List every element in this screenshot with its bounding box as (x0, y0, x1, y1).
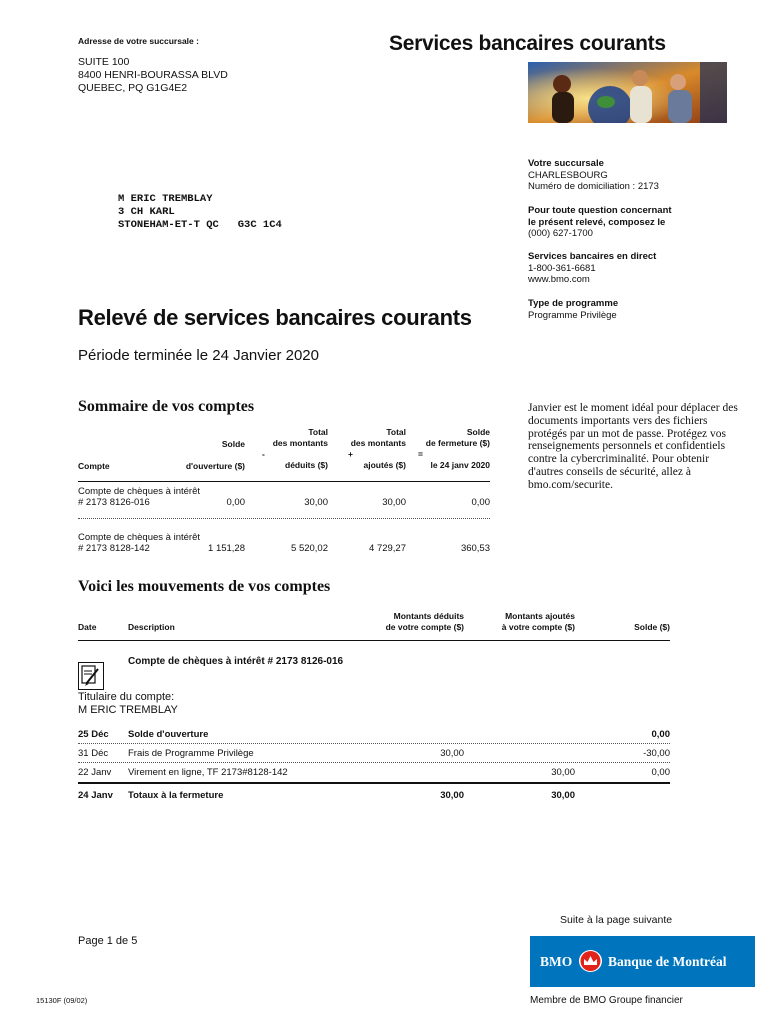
summary-credits-value: 30,00 (382, 497, 406, 508)
movements-header-line: de votre compte ($) (385, 622, 464, 632)
transaction-balance: 0,00 (651, 729, 670, 740)
bank-name: Banque de Montréal (608, 954, 727, 969)
movements-header-date: Date (78, 622, 97, 632)
summary-header-account: Compte (78, 461, 110, 471)
transaction-description: Virement en ligne, TF 2173#8128-142 (128, 767, 288, 778)
transaction-divider (78, 743, 670, 744)
summary-header-operator: - (262, 449, 265, 459)
domicile-number: Numéro de domiciliation : 2173 (528, 181, 659, 192)
summary-header-line: Total (386, 427, 406, 437)
transaction-date: 22 Janv (78, 767, 112, 778)
transaction-balance: -30,00 (643, 748, 670, 759)
direct-banking-website: www.bmo.com (528, 274, 590, 285)
summary-header-credits (330, 427, 406, 471)
bmo-logo-text: BMO (540, 954, 573, 969)
bmo-roundel-icon (579, 950, 602, 972)
transaction-credit: 30,00 (551, 767, 575, 778)
summary-opening-value: 1 151,28 (208, 543, 245, 554)
question-info (528, 205, 672, 240)
customer-address-line: STONEHAM-ET-T QC G3C 1C4 (118, 219, 282, 231)
summary-header-line: déduits ($) (285, 460, 328, 470)
movements-header-line: Montants déduits (393, 611, 464, 621)
summary-account-name: Compte de chèques à intérêt (78, 486, 200, 497)
summary-header-line: de fermeture ($) (425, 438, 490, 448)
customer-address (118, 193, 282, 232)
bmo-logo (530, 936, 755, 987)
summary-header-line: le 24 janv 2020 (430, 460, 490, 470)
summary-header-line: Solde (221, 439, 245, 449)
summary-header-opening (150, 439, 245, 472)
movements-header-credits (470, 611, 575, 633)
totals-date: 24 Janv (78, 790, 113, 801)
statement-period: Période terminée le 24 Janvier 2020 (78, 347, 319, 364)
next-page-notice: Suite à la page suivante (560, 914, 673, 926)
transaction-date: 25 Déc (78, 729, 109, 740)
branch-name: CHARLESBOURG (528, 169, 608, 181)
document-pencil-icon (78, 662, 104, 690)
summary-header-closing (408, 427, 490, 471)
transaction-debit: 30,00 (440, 748, 464, 759)
movements-header-debits (352, 611, 464, 633)
branch-address (78, 56, 228, 95)
header-photo (528, 62, 727, 123)
branch-address-line: 8400 HENRI-BOURASSA BLVD (78, 69, 228, 81)
summary-account-number: # 2173 8126-016 (78, 497, 150, 508)
statement-title: Relevé de services bancaires courants (78, 305, 472, 330)
movements-account-title: Compte de chèques à intérêt # 2173 8126-016 (128, 656, 344, 667)
account-holder-name: M ERIC TREMBLAY (78, 704, 178, 716)
summary-title: Sommaire de vos comptes (78, 398, 255, 415)
direct-banking-info (528, 251, 656, 286)
summary-header-line: ajoutés ($) (363, 460, 406, 470)
question-label-line: le présent relevé, composez le (528, 216, 666, 228)
summary-header-line: d'ouverture ($) (185, 461, 245, 471)
summary-header-line: des montants (272, 438, 328, 448)
program-label: Type de programme (528, 298, 619, 309)
totals-credit: 30,00 (551, 790, 575, 801)
program-info (528, 298, 618, 321)
summary-account-name: Compte de chèques à intérêt (78, 532, 200, 543)
summary-header-debits (250, 427, 328, 471)
summary-closing-value: 0,00 (471, 497, 490, 508)
branch-address-label: Adresse de votre succursale : (78, 36, 199, 46)
summary-header-line: des montants (350, 438, 406, 448)
question-phone: (000) 627-1700 (528, 228, 593, 239)
bmo-group-membership: Membre de BMO Groupe financier (530, 995, 683, 1006)
transaction-description: Solde d'ouverture (128, 729, 209, 740)
customer-address-line: M ERIC TREMBLAY (118, 193, 213, 205)
movements-header-line: à votre compte ($) (501, 622, 575, 632)
summary-row-divider (78, 518, 490, 519)
movements-title: Voici les mouvements de vos comptes (78, 578, 331, 595)
totals-description: Totaux à la fermeture (128, 790, 224, 801)
transaction-description: Frais de Programme Privilège (128, 748, 254, 759)
direct-banking-label: Services bancaires en direct (528, 251, 657, 262)
summary-header-operator: = (418, 449, 423, 459)
account-holder (78, 691, 178, 717)
direct-banking-phone: 1-800-361-6681 (528, 262, 596, 274)
document-header-title: Services bancaires courants (389, 32, 666, 55)
summary-account-number: # 2173 8128-142 (78, 543, 150, 554)
movements-header-line: Montants ajoutés (505, 611, 575, 621)
page-number: Page 1 de 5 (78, 935, 138, 947)
transaction-date: 31 Déc (78, 748, 109, 759)
summary-debits-value: 30,00 (304, 497, 328, 508)
summary-header-operator: + (348, 449, 353, 459)
form-code: 15130F (09/02) (36, 996, 88, 1005)
question-label-line: Pour toute question concernant (528, 205, 672, 216)
program-value: Programme Privilège (528, 309, 617, 321)
customer-address-line: 3 CH KARL (118, 206, 175, 218)
totals-rule (78, 782, 670, 784)
movements-header-rule (78, 640, 670, 641)
transaction-balance: 0,00 (651, 767, 670, 778)
summary-header-rule (78, 481, 490, 482)
summary-closing-value: 360,53 (460, 543, 490, 554)
summary-debits-value: 5 520,02 (291, 543, 328, 554)
summary-header-line: Total (308, 427, 328, 437)
movements-header-balance: Solde ($) (634, 622, 670, 632)
branch-info (528, 158, 659, 193)
promo-message: Janvier est le moment idéal pour déplacer des documents importants vers des fichiers protégés par un mot de passe. Protégez vos renseignements personnels et confidentiels contre la cybercriminalité. Pour obtenir d'autres conseils de sécurité, allez à bmo.com/securite. (528, 402, 738, 491)
summary-opening-value: 0,00 (226, 497, 245, 508)
totals-debit: 30,00 (440, 790, 464, 801)
branch-address-line: SUITE 100 (78, 56, 130, 68)
movements-header-description: Description (128, 622, 175, 632)
summary-credits-value: 4 729,27 (369, 543, 406, 554)
branch-label: Votre succursale (528, 158, 604, 169)
transaction-divider (78, 762, 670, 763)
account-holder-label: Titulaire du compte: (78, 691, 175, 703)
branch-address-line: QUEBEC, PQ G1G4E2 (78, 82, 188, 94)
summary-header-line: Solde (466, 427, 490, 437)
